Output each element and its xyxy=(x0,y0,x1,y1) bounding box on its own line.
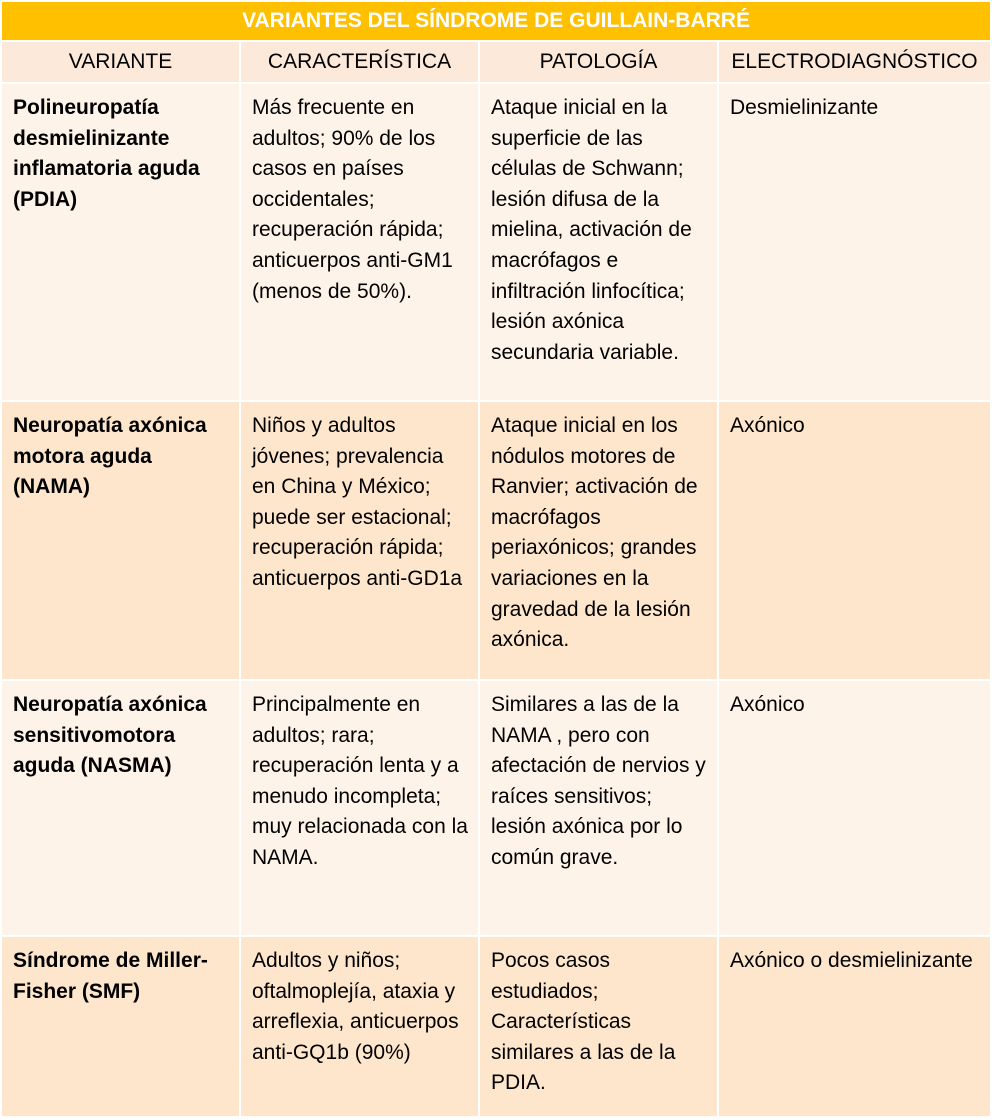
patologia-cell: Similares a las de la NAMA , pero con afectación de nervios y raíces sensitivos; lesión axónica por lo común grave. xyxy=(479,680,718,936)
patologia-cell: Ataque inicial en la superficie de las células de Schwann; lesión difusa de la mielina, activación de macrófagos e infiltración linfocítica; lesión axónica secundaria variable. xyxy=(479,83,718,401)
electrodiagnostico-cell: Axónico xyxy=(718,401,991,680)
electrodiagnostico-cell: Axónico xyxy=(718,680,991,936)
header-patologia: PATOLOGÍA xyxy=(479,41,718,83)
table-row xyxy=(1,401,991,680)
variant-cell: Síndrome de Miller-Fisher (SMF) xyxy=(1,936,240,1117)
table-header-row xyxy=(1,41,991,83)
table-row xyxy=(1,936,991,1117)
table-row xyxy=(1,83,991,401)
variant-cell: Neuropatía axónica motora aguda (NAMA) xyxy=(1,401,240,680)
caracteristica-cell: Más frecuente en adultos; 90% de los casos en países occidentales; recuperación rápida; anticuerpos anti-GM1 (menos de 50%). xyxy=(240,83,479,401)
caracteristica-cell: Principalmente en adultos; rara; recuperación lenta y a menudo incompleta; muy relacionada con la NAMA. xyxy=(240,680,479,936)
header-caracteristica: CARACTERÍSTICA xyxy=(240,41,479,83)
variant-cell: Neuropatía axónica sensitivomotora aguda (NASMA) xyxy=(1,680,240,936)
caracteristica-cell: Adultos y niños; oftalmoplejía, ataxia y arreflexia, anticuerpos anti-GQ1b (90%) xyxy=(240,936,479,1117)
table-title: VARIANTES DEL SÍNDROME DE GUILLAIN-BARRÉ xyxy=(1,1,991,41)
table-title-row xyxy=(1,1,991,41)
electrodiagnostico-cell: Desmielinizante xyxy=(718,83,991,401)
header-electrodiagnostico: ELECTRODIAGNÓSTICO xyxy=(718,41,991,83)
table-row xyxy=(1,680,991,936)
variant-cell: Polineuropatía desmielinizante inflamatoria aguda (PDIA) xyxy=(1,83,240,401)
caracteristica-cell: Niños y adultos jóvenes; prevalencia en China y México; puede ser estacional; recuperación rápida; anticuerpos anti-GD1a xyxy=(240,401,479,680)
electrodiagnostico-cell: Axónico o desmielinizante xyxy=(718,936,991,1117)
patologia-cell: Ataque inicial en los nódulos motores de Ranvier; activación de macrófagos periaxónicos; grandes variaciones en la gravedad de la lesión axónica. xyxy=(479,401,718,680)
patologia-cell: Pocos casos estudiados; Características similares a las de la PDIA. xyxy=(479,936,718,1117)
header-variante: VARIANTE xyxy=(1,41,240,83)
